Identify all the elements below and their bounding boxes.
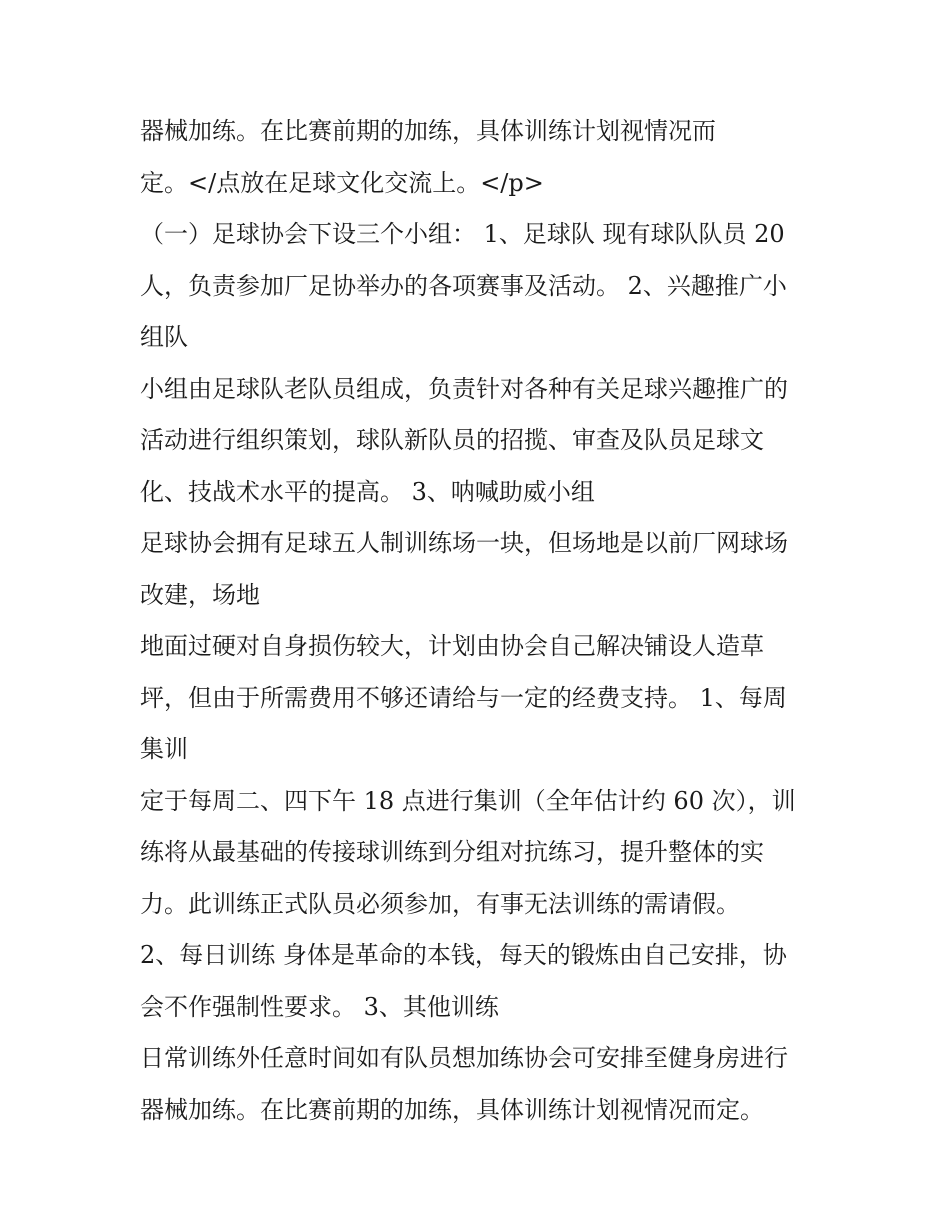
text-line: 改建，场地 xyxy=(140,580,260,609)
text-line: 练将从最基础的传接球训练到分组对抗练习，提升整体的实 xyxy=(140,838,764,866)
text-line: 坪，但由于所需费用不够还请给与一定的经费支持。 1、每周 xyxy=(140,683,787,712)
body-text xyxy=(140,106,840,1136)
text-line: 2、每日训练 身体是革命的本钱，每天的锻炼由自己安排，协 xyxy=(140,941,787,969)
text-line: 器械加练。在比赛前期的加练，具体训练计划视情况而定。 xyxy=(140,1095,764,1124)
text-line: 集训 xyxy=(140,735,188,763)
text-line: 小组由足球队老队员组成，负责针对各种有关足球兴趣推广的 xyxy=(140,374,788,403)
text-line: 人，负责参加厂足协举办的各项赛事及活动。 2、兴趣推广小 xyxy=(140,271,787,300)
text-line: （一）足球协会下设三个小组： 1、足球队 现有球队队员 20 xyxy=(140,220,785,248)
text-line: 活动进行组织策划，球队新队员的招揽、审查及队员足球文 xyxy=(140,426,764,454)
text-line: 组队 xyxy=(140,323,188,351)
text-line: 足球协会拥有足球五人制训练场一块，但场地是以前厂网球场 xyxy=(140,529,788,557)
text-line: 定于每周二、四下午 18 点进行集训（全年估计约 60 次），训 xyxy=(140,786,796,815)
text-line: 定。</点放在足球文化交流上。</p> xyxy=(140,168,544,197)
text-line: 化、技战术水平的提高。 3、呐喊助威小组 xyxy=(140,477,595,506)
text-line: 器械加练。在比赛前期的加练，具体训练计划视情况而 xyxy=(140,117,716,145)
text-line: 会不作强制性要求。 3、其他训练 xyxy=(140,992,499,1021)
text-line: 地面过硬对自身损伤较大，计划由协会自己解决铺设人造草 xyxy=(140,632,764,660)
text-line: 力。此训练正式队员必须参加，有事无法训练的需请假。 xyxy=(140,889,740,918)
text-line: 日常训练外任意时间如有队员想加练协会可安排至健身房进行 xyxy=(140,1044,788,1072)
